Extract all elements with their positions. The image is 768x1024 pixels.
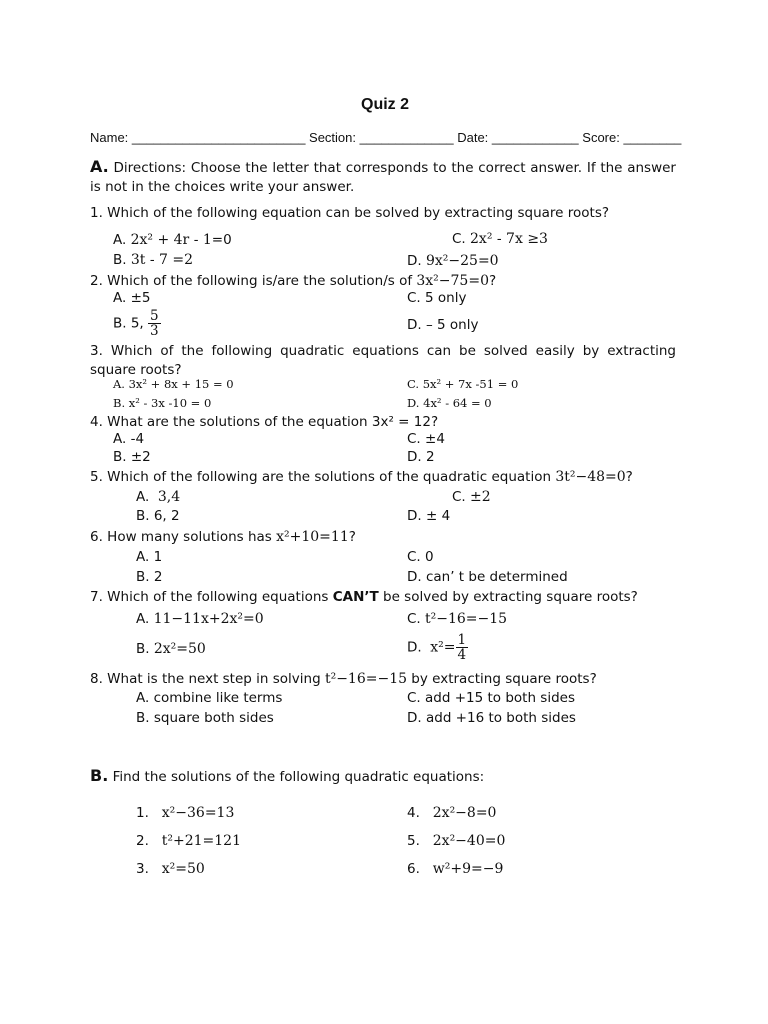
q7-stem-post: be solved by extracting square roots? [378, 589, 638, 605]
q6-stem-text: 6. How many solutions has [90, 529, 277, 545]
q2-choice-a: A. ±5 [113, 290, 151, 306]
q6-choice-d: D. can’ t be determined [407, 569, 568, 585]
q3-choice-b: B. x² - 3x -10 = 0 [113, 396, 212, 410]
q7-b-label: B. [136, 641, 150, 657]
q7-choice-c [407, 612, 507, 627]
q2-choice-d: D. – 5 only [407, 317, 479, 333]
part-b-item-5 [407, 834, 505, 849]
q6-choice-b: B. 2 [136, 569, 163, 585]
q7-c-label: C. [407, 611, 421, 627]
q5-choice-a [136, 490, 180, 505]
q1-a-tail: =0 [211, 232, 232, 248]
question-4-stem: 4. What are the solutions of the equation 3x² = 12? [90, 414, 439, 430]
q7-d-expr: x²= [430, 639, 456, 656]
q6-choice-a: A. 1 [136, 549, 163, 565]
q4-choice-c: C. ±4 [407, 431, 445, 447]
part-b-directions-text: Find the solutions of the following quadratic equations: [112, 769, 485, 785]
q8-choice-a: A. combine like terms [136, 690, 283, 706]
question-3-stem: 3. Which of the following quadratic equations can be solved easily by extracting square roots? [90, 343, 676, 378]
q5-choice-d: D. ± 4 [407, 508, 451, 524]
q7-b-expr: 2x²=50 [153, 641, 206, 657]
q1-b-label: B. [113, 252, 127, 268]
item-equation: x²−36=13 [161, 805, 235, 821]
q2-stem-post: ? [488, 273, 497, 289]
q7-choice-d [407, 633, 468, 662]
question-5-stem [90, 470, 633, 485]
q7-d-numerator: 1 [457, 632, 467, 648]
q5-c-expr: ±2 [470, 489, 491, 505]
item-equation: 2x²−8=0 [432, 805, 497, 821]
part-a-directions-text: Directions: Choose the letter that corresponds to the correct answer. If the answer is not in the choices write your answer. [90, 160, 676, 195]
q5-a-label: A. [136, 489, 150, 505]
item-number: 6. [407, 861, 420, 877]
q2-choice-b [113, 309, 161, 338]
question-7-stem [90, 591, 638, 605]
q2-choice-c: C. 5 only [407, 290, 467, 306]
q8-stem-post: by extracting square roots? [407, 671, 597, 687]
q1-choice-b [113, 253, 193, 268]
q2-b-denominator: 3 [150, 323, 159, 339]
part-b-item-2 [136, 834, 241, 849]
q2-stem-text: 2. Which of the following is/are the solution/s of [90, 273, 417, 289]
item-number: 2. [136, 833, 149, 849]
q7-c-expr: t²−16=−15 [425, 611, 508, 627]
item-equation: x²=50 [161, 861, 205, 877]
q3-choice-d: D. 4x² - 64 = 0 [407, 396, 492, 410]
item-number: 5. [407, 833, 420, 849]
q6-stem-expr: x²+10=11 [276, 529, 349, 545]
q1-a-expr: 2x² + 4r - 1 [130, 232, 212, 248]
q8-stem-expr: t²−16=−15 [324, 671, 408, 687]
question-8-stem [90, 672, 597, 687]
q7-a-expr: 11−11x+2x²=0 [153, 611, 264, 627]
item-number: 4. [407, 805, 420, 821]
quiz-title: Quiz 2 [361, 96, 410, 113]
q7-choice-a [136, 612, 264, 627]
q7-d-denominator: 4 [457, 647, 467, 663]
q3-choice-c: C. 5x² + 7x -51 = 0 [407, 377, 519, 391]
q5-c-label: C. [452, 489, 466, 505]
q5-choice-c [452, 490, 491, 505]
question-2-stem [90, 274, 496, 289]
part-b-letter: B. [90, 766, 109, 785]
q1-choice-a [113, 233, 232, 248]
q5-stem-text: 5. Which of the following are the solutions of the quadratic equation [90, 469, 556, 485]
q4-choice-b: B. ±2 [113, 449, 151, 465]
q3-choice-a: A. 3x² + 8x + 15 = 0 [113, 377, 234, 391]
part-a-directions [90, 157, 676, 197]
q4-choice-d: D. 2 [407, 449, 435, 465]
q5-stem-expr: 3t²−48=0 [555, 469, 626, 485]
q5-choice-b: B. 6, 2 [136, 508, 180, 524]
q2-stem-expr: 3x²−75=0 [416, 273, 489, 289]
q8-stem-text: 8. What is the next step in solving [90, 671, 325, 687]
q2-b-numerator: 5 [150, 308, 159, 324]
q2-b-fraction [148, 309, 161, 338]
q1-c-expr: 2x² - 7x ≥3 [470, 231, 548, 247]
item-number: 3. [136, 861, 149, 877]
student-info-line: Name: ________________________ Section: _____________ Date: ____________ Score: ________ [90, 130, 682, 145]
part-b-item-3 [136, 862, 205, 877]
q1-b-expr: 3t - 7 =2 [130, 252, 194, 268]
item-equation: t²+21=121 [161, 833, 242, 849]
q1-choice-d [407, 254, 499, 269]
question-6-stem [90, 530, 356, 545]
item-number: 1. [136, 805, 149, 821]
q4-choice-a: A. -4 [113, 431, 145, 447]
q1-a-label: A. [113, 232, 127, 248]
q7-d-fraction [456, 633, 469, 662]
part-b-directions [90, 768, 484, 785]
item-equation: 2x²−40=0 [432, 833, 506, 849]
part-b-item-1 [136, 806, 234, 821]
q8-choice-b: B. square both sides [136, 710, 274, 726]
q7-stem-text: 7. Which of the following equations [90, 589, 333, 605]
q5-stem-post: ? [625, 469, 633, 485]
q1-d-expr: 9x²−25=0 [425, 253, 499, 269]
q8-choice-c: C. add +15 to both sides [407, 690, 575, 706]
question-1-stem: 1. Which of the following equation can be solved by extracting square roots? [90, 205, 610, 221]
q7-stem-emphasis: CAN’T [332, 589, 379, 605]
q2-b-label: B. 5, [113, 315, 149, 332]
part-b-item-4 [407, 806, 496, 821]
q8-choice-d: D. add +16 to both sides [407, 710, 576, 726]
q1-choice-c [452, 232, 548, 247]
q7-d-label: D. [407, 639, 422, 656]
part-a-letter: A. [90, 157, 109, 176]
q1-c-label: C. [452, 231, 466, 247]
q6-choice-c: C. 0 [407, 549, 434, 565]
q6-stem-post: ? [348, 529, 356, 545]
q1-d-label: D. [407, 253, 422, 269]
part-b-item-6 [407, 862, 503, 877]
q7-choice-b [136, 642, 206, 657]
item-equation: w²+9=−9 [432, 861, 504, 877]
q7-a-label: A. [136, 611, 150, 627]
q5-a-expr: 3,4 [157, 489, 181, 505]
